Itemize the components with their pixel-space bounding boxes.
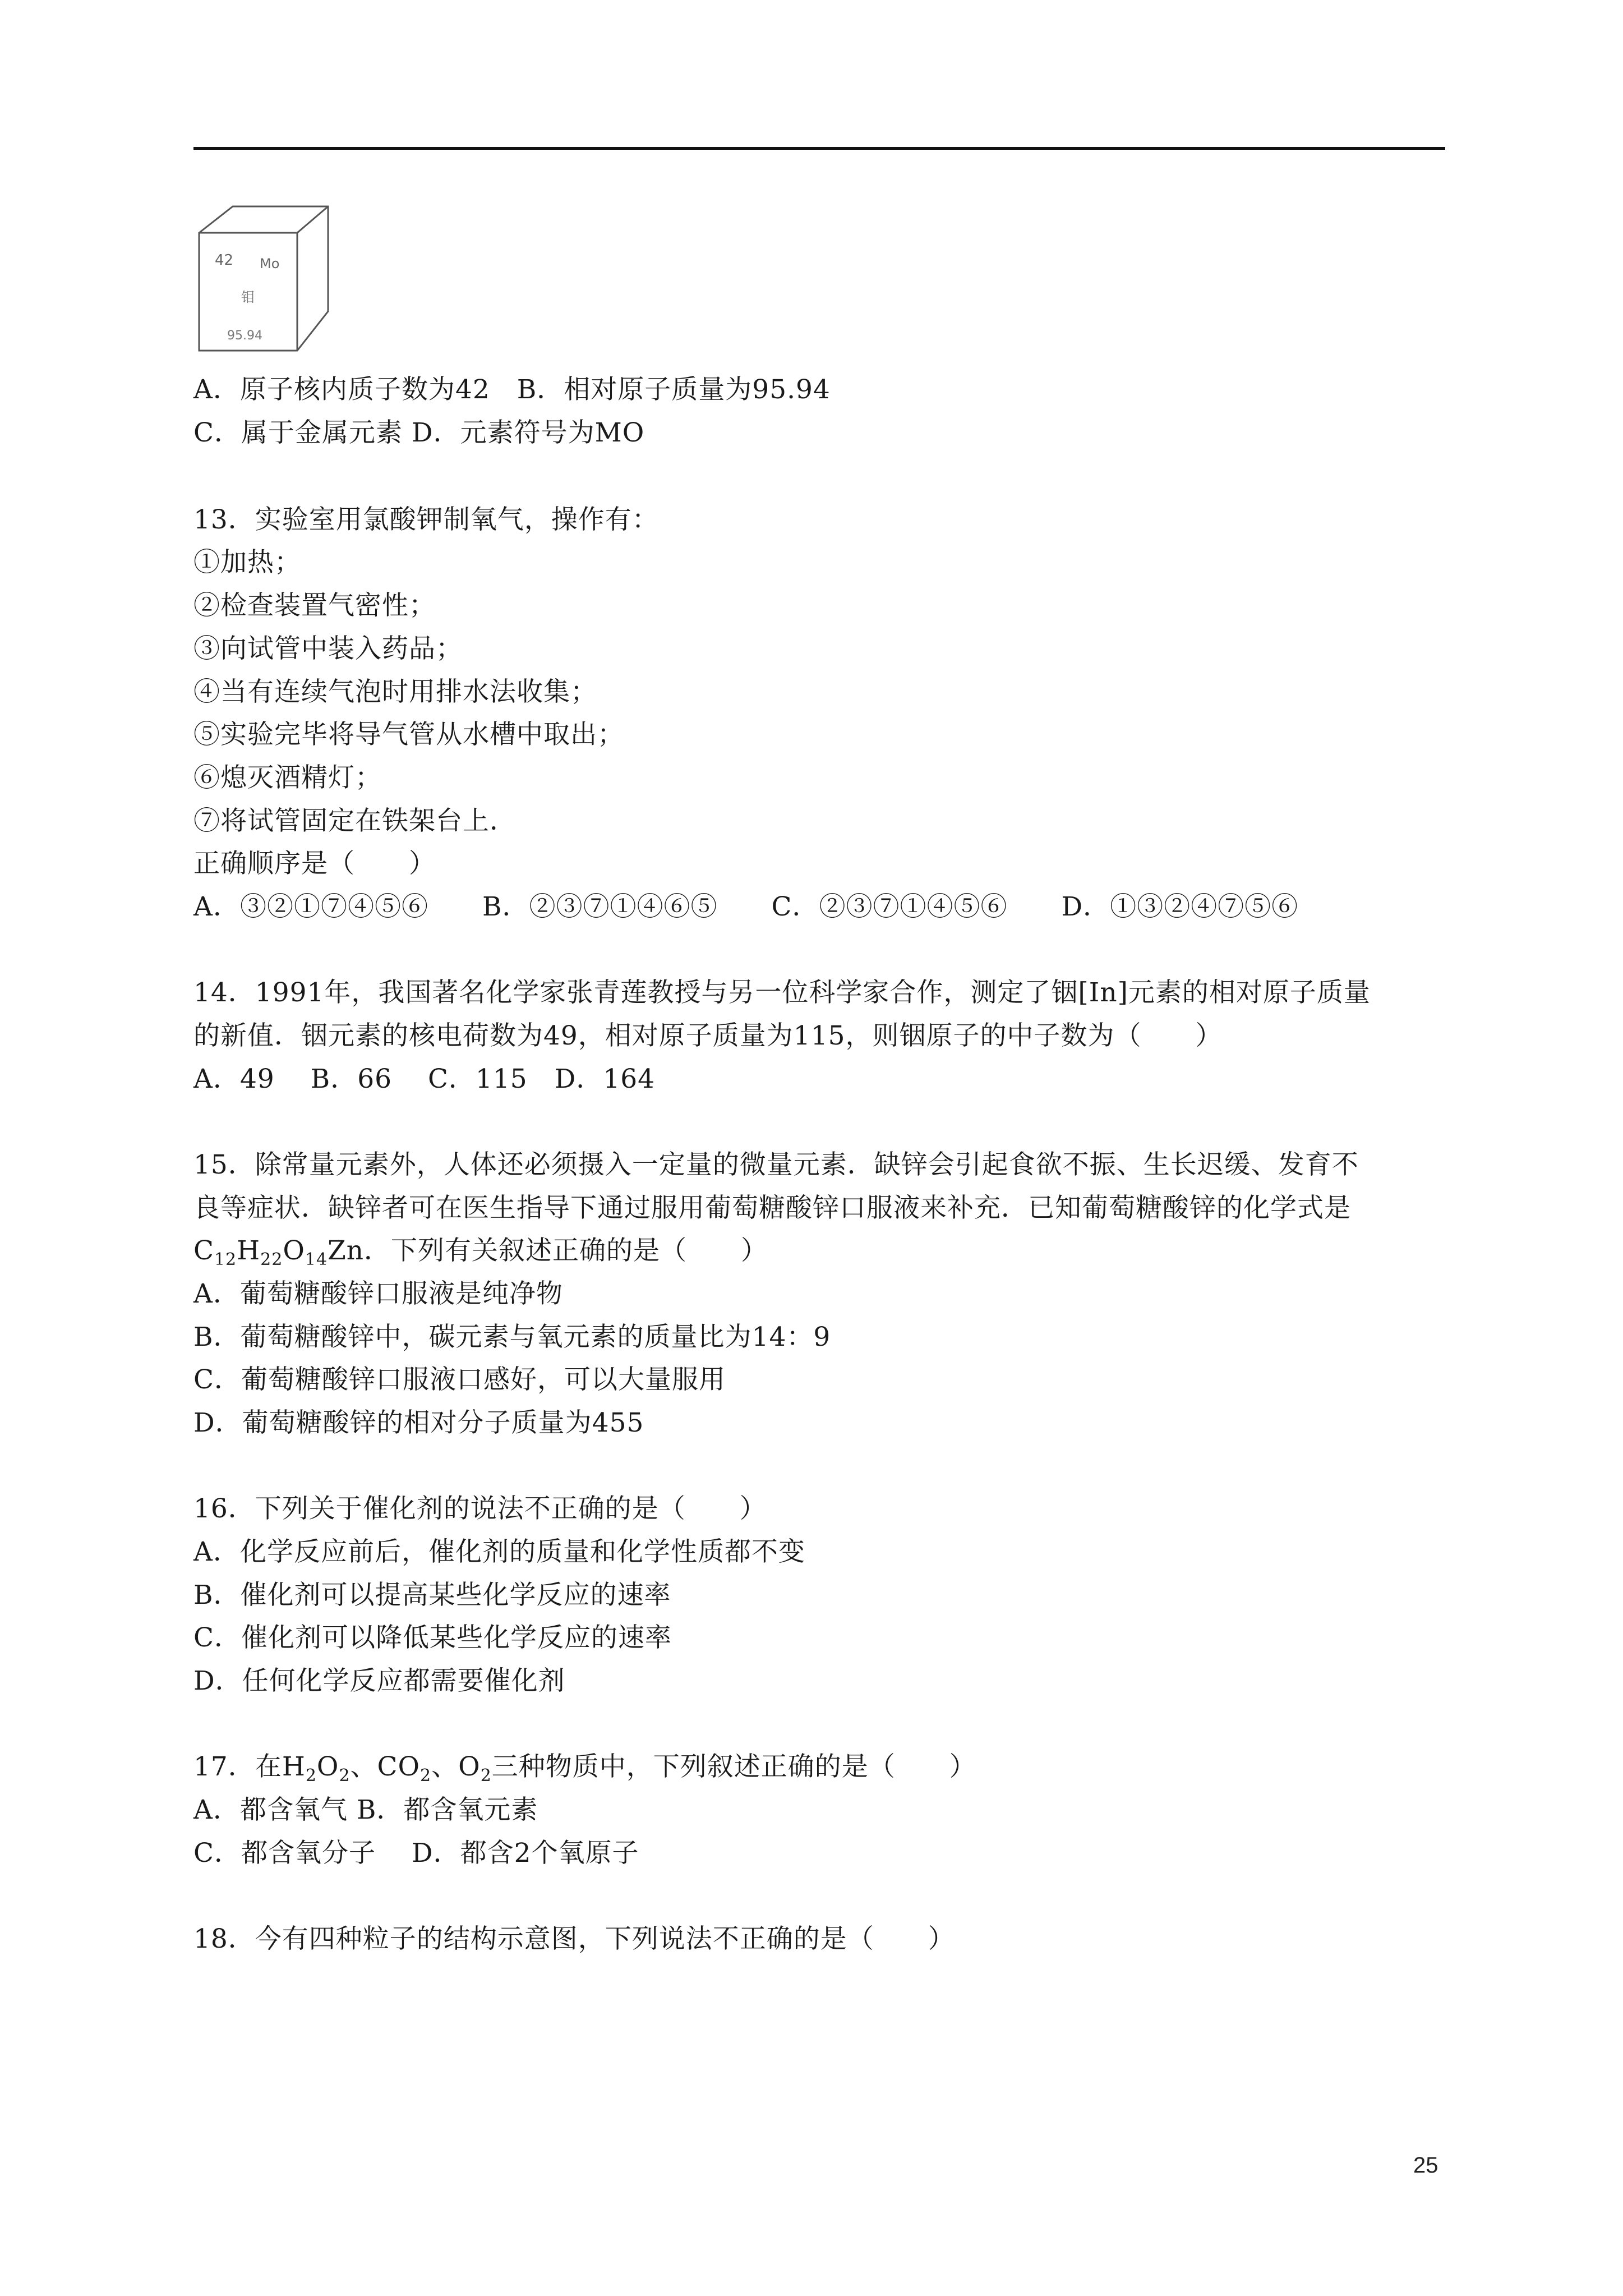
- q15-option-c: C．葡萄糖酸锌口服液口感好，可以大量服用: [193, 1364, 726, 1395]
- q15-stem-line-2: 良等症状．缺锌者可在医生指导下通过服用葡萄糖酸锌口服液来补充．已知葡萄糖酸锌的化学式是: [193, 1193, 1351, 1223]
- q13-options: A．③②①⑦④⑤⑥ B．②③⑦①④⑥⑤ C．②③⑦①④⑤⑥ D．①③②④⑦⑤⑥: [193, 891, 1299, 922]
- q17-options-line-1: A．都含氧气 B．都含氧元素: [193, 1795, 538, 1825]
- q17-options-line-2: C．都含氧分子 D．都含2个氧原子: [193, 1838, 639, 1869]
- q13-ask: 正确顺序是（ ）: [193, 848, 436, 879]
- periodic-element-tile: [193, 202, 336, 356]
- o2-formula: $O_2$: [458, 1751, 492, 1786]
- q13-step-6: ⑥熄灭酒精灯；: [193, 762, 382, 793]
- q15-option-d: D．葡萄糖酸锌的相对分子质量为455: [193, 1407, 644, 1438]
- h2o2-formula: $H_2O_2$: [282, 1751, 351, 1786]
- q13-step-7: ⑦将试管固定在铁架台上．: [193, 806, 517, 836]
- q16-stem: 16．下列关于催化剂的说法不正确的是（ ）: [193, 1493, 767, 1524]
- q14-stem-line-1: 14．1991年，我国著名化学家张青莲教授与另一位科学家合作，测定了铟[In]元素的相对原子质量: [193, 977, 1371, 1008]
- q14-options: A．49 B．66 C．115 D．164: [193, 1064, 656, 1094]
- q17-stem: 17．在$H_2O_2$、$CO_2$、$O_2$三种物质中，下列叙述正确的是（ ）: [193, 1751, 976, 1786]
- q13-step-1: ①加热；: [193, 547, 301, 578]
- q12-options-line-2: C．属于金属元素 D．元素符号为MO: [193, 417, 645, 448]
- q13-step-3: ③向试管中装入药品；: [193, 633, 463, 664]
- q15-stem-line-1: 15．除常量元素外，人体还必须摄入一定量的微量元素．缺锌会引起食欲不振、生长迟缓、发育不: [193, 1149, 1359, 1180]
- co2-formula: $CO_2$: [377, 1751, 432, 1786]
- q16-option-b: B．催化剂可以提高某些化学反应的速率: [193, 1580, 671, 1611]
- q15-option-b: B．葡萄糖酸锌中，碳元素与氧元素的质量比为14：9: [193, 1322, 831, 1352]
- q16-option-a: A．化学反应前后，催化剂的质量和化学性质都不变: [193, 1536, 805, 1567]
- q13-step-5: ⑤实验完毕将导气管从水槽中取出；: [193, 719, 624, 750]
- q14-stem-line-2: 的新值．铟元素的核电荷数为49，相对原子质量为115，则铟原子的中子数为（ ）: [193, 1020, 1223, 1051]
- tile-symbol: Mo: [260, 256, 280, 272]
- tile-atomic-mass: 95.94: [227, 329, 262, 343]
- q13-step-2: ②检查装置气密性；: [193, 590, 436, 621]
- q15-stem-line-3: $C_{12}H_{22}O_{14}Zn$．下列有关叙述正确的是（ ）: [193, 1235, 768, 1269]
- tile-atomic-number: 42: [215, 252, 234, 269]
- header-rule: [193, 147, 1445, 150]
- q18-stem: 18．今有四种粒子的结构示意图，下列说法不正确的是（ ）: [193, 1924, 955, 1954]
- page-number: 25: [1413, 2153, 1438, 2178]
- q16-option-d: D．任何化学反应都需要催化剂: [193, 1665, 565, 1696]
- tile-element-name: 钼: [241, 289, 255, 305]
- q12-options-line-1: A．原子核内质子数为42 B．相对原子质量为95.94: [193, 374, 831, 405]
- q13-step-4: ④当有连续气泡时用排水法收集；: [193, 677, 597, 707]
- q15-option-a: A．葡萄糖酸锌口服液是纯净物: [193, 1278, 563, 1309]
- q13-stem: 13．实验室用氯酸钾制氧气，操作有：: [193, 504, 659, 535]
- q16-option-c: C．催化剂可以降低某些化学反应的速率: [193, 1622, 672, 1653]
- q15-formula: $C_{12}H_{22}O_{14}Zn$: [193, 1235, 365, 1269]
